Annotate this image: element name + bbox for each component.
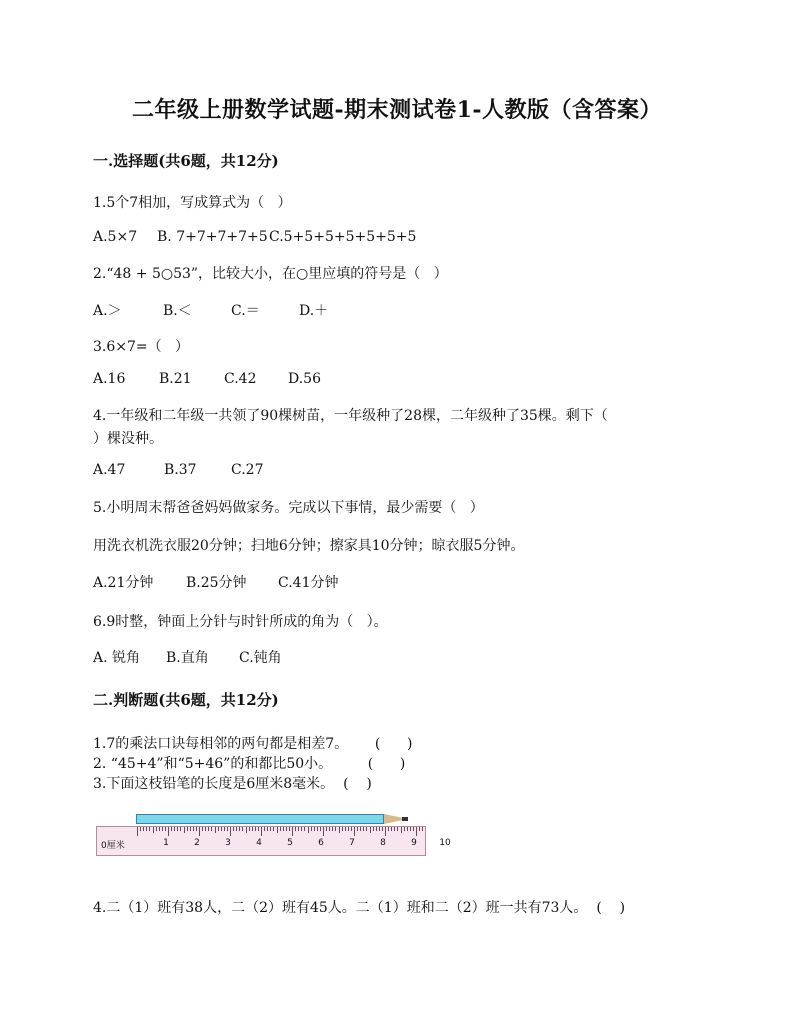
option-c: C.27 [231,462,264,478]
ruler-tick [326,827,327,831]
ruler-tick [153,827,154,833]
ruler-tick [317,827,318,831]
ruler [96,826,451,856]
ruler-tick [261,827,262,836]
ruler-tick [208,827,209,831]
ruler-tick [174,827,175,831]
ruler-tick [193,827,194,831]
ruler-tick [187,827,188,831]
option-a: A.＞ [93,303,122,319]
ruler-tick [329,827,330,831]
ruler-tick [283,827,284,831]
ruler-tick [137,827,138,836]
ruler-tick [280,827,281,831]
ruler-tick [422,827,423,831]
ruler-tick [211,827,212,831]
judge-question-2: 2. “45+4”和“5+46”的和都比50小。 ( ) [93,756,406,772]
judge-question-4: 4.二（1）班有38人，二（2）班有45人。二（1）班和二（2）班一共有73人。 ( ) [93,900,626,916]
ruler-tick [366,827,367,831]
ruler-tick [410,827,411,831]
option-b: B.＜ [163,303,192,319]
ruler-tick [363,827,364,831]
option-c: C.＝ [231,303,260,319]
question-6-options [93,647,282,667]
option-c: C.42 [224,371,257,387]
question-1: 1.5个7相加，写成算式为（ ） [93,195,292,211]
option-c: C.41分钟 [278,575,339,591]
ruler-number: 10 [439,838,451,848]
question-5-detail: 用洗衣机洗衣服20分钟；扫地6分钟；擦家具10分钟；晾衣服5分钟。 [93,538,525,554]
ruler-tick [236,827,237,831]
ruler-tick [360,827,361,831]
page-title: 二年级上册数学试题-期末测试卷1-人教版（含答案） [131,97,663,123]
judge-question-1: 1.7的乘法口诀每相邻的两句都是相差7。 ( ) [93,736,413,752]
question-3-options [93,371,321,387]
ruler-tick [345,827,346,831]
ruler-tick [351,827,352,831]
option-d: D.56 [288,371,321,387]
ruler-tick [385,827,386,836]
question-1-options [93,229,416,245]
question-4-options [93,462,263,478]
ruler-number: 1 [163,838,169,848]
ruler-tick [215,827,216,833]
option-a: A.47 [93,462,126,478]
option-c: C.5+5+5+5+5+5+5 [269,229,417,245]
option-d: D.＋ [299,303,329,319]
ruler-tick [370,827,371,833]
question-5: 5.小明周末帮爸爸妈妈做家务。完成以下事情，最少需要（ ） [93,500,484,516]
ruler-tick [199,827,200,836]
ruler-tick [416,827,417,836]
ruler-tick [249,827,250,831]
ruler-number: 5 [287,838,293,848]
ruler-tick [267,827,268,831]
ruler-tick [301,827,302,831]
ruler-tick [320,827,321,831]
ruler-tick [149,827,150,831]
ruler-tick [196,827,197,831]
ruler-tick [224,827,225,831]
ruler-tick [376,827,377,831]
ruler-tick [323,827,324,836]
ruler-zero-label: 0厘米 [101,841,125,851]
ruler-tick [394,827,395,831]
ruler-number: 2 [194,838,200,848]
ruler-tick [401,827,402,833]
ruler-tick [289,827,290,831]
ruler-tick [308,827,309,833]
ruler-tick [171,827,172,831]
ruler-tick [295,827,296,831]
question-2: 2.“48 + 5○53”，比较大小，在○里应填的符号是（ ） [93,266,448,282]
ruler-tick [227,827,228,831]
ruler-tick [190,827,191,831]
ruler-tick [230,827,231,836]
ruler-tick [391,827,392,831]
ruler-tick [162,827,163,831]
ruler-number: 9 [411,838,417,848]
section-heading-choice: 一.选择题(共6题，共12分) [93,152,279,170]
ruler-tick [177,827,178,831]
ruler-tick [314,827,315,831]
ruler-tick [246,827,247,833]
ruler-number: 7 [349,838,355,848]
option-a: A.5×7 [93,229,138,245]
ruler-tick [413,827,414,831]
ruler-tick [258,827,259,831]
ruler-tick [143,827,144,831]
ruler-tick [354,827,355,836]
ruler-number: 4 [256,838,262,848]
ruler-number: 6 [318,838,324,848]
ruler-tick [397,827,398,831]
ruler-tick [165,827,166,831]
ruler-tick [221,827,222,831]
ruler-tick [180,827,181,831]
question-3: 3.6×7=（ ） [93,339,189,355]
ruler-tick [205,827,206,831]
ruler-tick [292,827,293,836]
option-b: B.25分钟 [186,575,247,591]
ruler-tick [286,827,287,831]
question-4-line-1: 4.一年级和二年级一共领了90棵树苗，一年级种了28棵，二年级种了35棵。剩下（ [93,408,608,424]
ruler-tick [419,827,420,831]
ruler-number: 3 [225,838,231,848]
ruler-tick [156,827,157,831]
ruler-tick [382,827,383,831]
ruler-tick [348,827,349,831]
option-a: A.21分钟 [93,575,154,591]
ruler-tick [407,827,408,831]
option-b: B.直角 [166,650,209,666]
ruler-tick [218,827,219,831]
ruler-tick [146,827,147,831]
judge-question-3: 3.下面这枝铅笔的长度是6厘米8毫米。 ( ) [93,776,372,792]
ruler-tick [277,827,278,833]
ruler-tick [339,827,340,833]
ruler-tick [255,827,256,831]
question-5-options [93,572,338,592]
ruler-tick [168,827,169,836]
ruler-tick [373,827,374,831]
option-b: B.37 [164,462,197,478]
ruler-tick [298,827,299,831]
question-4-line-2: ）棵没种。 [93,431,163,447]
ruler-tick [304,827,305,831]
ruler-tick [379,827,380,831]
ruler-tick [233,827,234,831]
ruler-tick [264,827,265,831]
ruler-tick [202,827,203,831]
ruler-tick [357,827,358,831]
ruler-tick [239,827,240,831]
ruler-tick [335,827,336,831]
ruler-tick [184,827,185,833]
pencil [136,814,384,824]
ruler-tick [252,827,253,831]
ruler-tick [159,827,160,831]
option-b: B.21 [159,371,192,387]
section-heading-true-false: 二.判断题(共6题，共12分) [93,691,279,709]
ruler-tick [342,827,343,831]
ruler-tick [242,827,243,831]
ruler-tick [140,827,141,831]
question-2-options [93,300,328,320]
question-6: 6.9时整，钟面上分针与时针所成的角为（ ）。 [93,614,388,630]
ruler-tick [270,827,271,831]
ruler-number: 8 [380,838,386,848]
ruler-tick [388,827,389,831]
option-b: B. 7+7+7+7+5 [157,229,268,245]
pencil-ruler-figure [96,808,451,858]
ruler-tick [332,827,333,831]
option-a: A.16 [93,371,126,387]
ruler-tick [273,827,274,831]
ruler-tick [311,827,312,831]
option-a: A. 锐角 [93,650,141,666]
option-c: C.钝角 [239,650,282,666]
pencil-lead [402,817,408,821]
ruler-tick [404,827,405,831]
